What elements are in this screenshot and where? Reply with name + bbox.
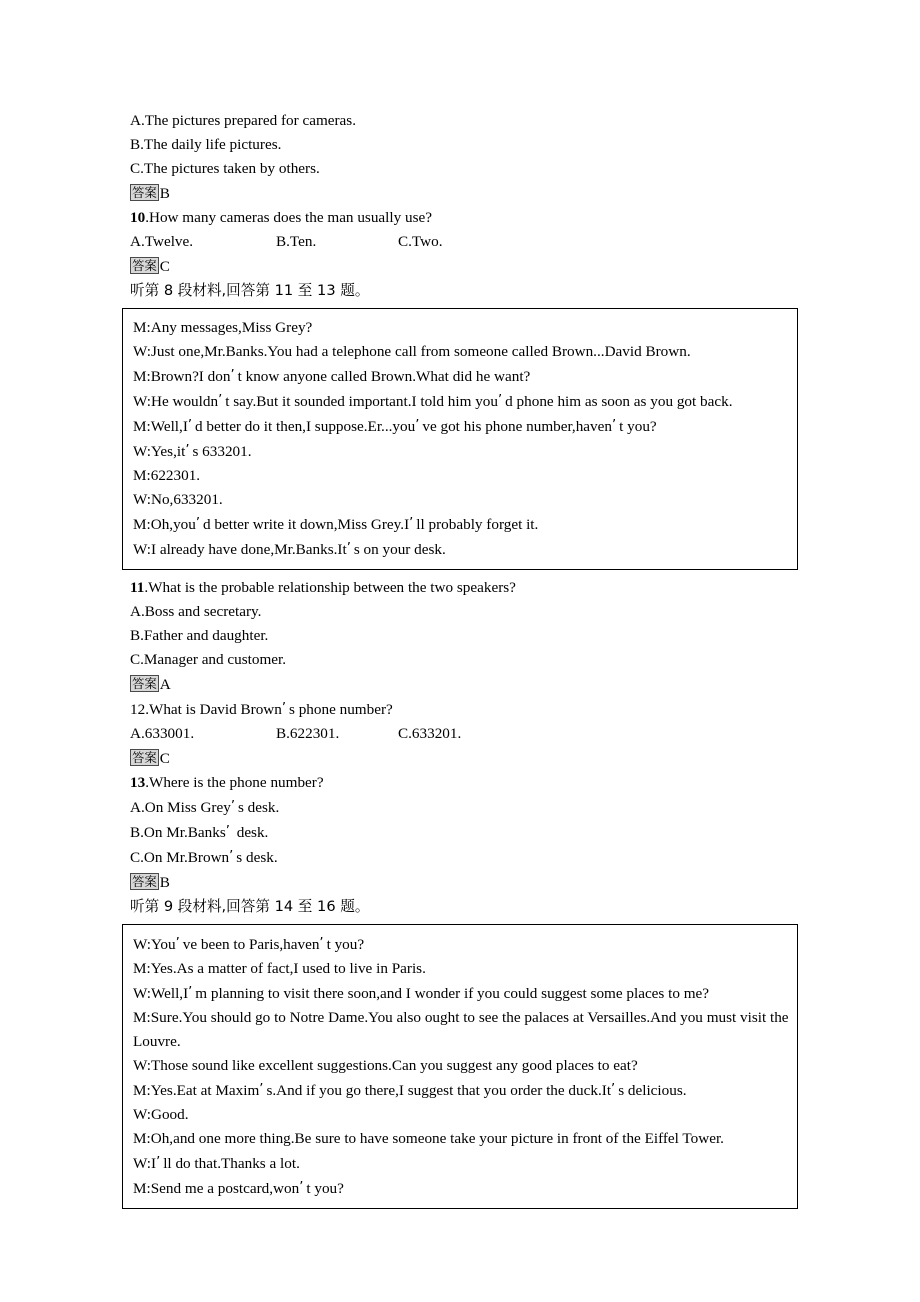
q11-answer-letter: A (159, 676, 171, 693)
q12-option-a: A.633001. (130, 725, 195, 742)
q11-option-c: C.Manager and customer. (130, 651, 287, 668)
q13-option-b: B.On Mr.Banks’ desk. (130, 824, 269, 841)
dialog-line: M:Yes.Eat at Maxim’ s.And if you go there,I suggest that you order the duck.It’ s delicious. (133, 1082, 687, 1099)
q9-option-b: B.The daily life pictures. (130, 136, 282, 153)
q12-option-c: C.633201. (398, 725, 462, 742)
q13-number: 13 (130, 774, 146, 791)
q13-answer-row (130, 871, 798, 895)
dialog-box-8 (122, 308, 798, 570)
apostrophe-glyph: ’ (195, 516, 201, 531)
apostrophe-glyph: ’ (498, 393, 503, 408)
apostrophe-glyph: ’ (230, 368, 235, 383)
q13-answer-letter: B (159, 874, 170, 891)
answer-badge: 答案 (132, 750, 157, 765)
q10-stem-row (130, 206, 798, 230)
dialog-line: W:Good. (133, 1106, 189, 1123)
q11-option-a: A.Boss and secretary. (130, 603, 262, 620)
apostrophe-glyph: ’ (188, 985, 193, 1000)
q10-answer-row (130, 255, 798, 279)
q13-stem: .Where is the phone number? (145, 774, 324, 791)
dialog-line: W:No,633201. (133, 491, 223, 508)
dialog-line: W:I already have done,Mr.Banks.It’ s on your desk. (133, 541, 446, 558)
dialog-line: M:Oh,you’ d better write it down,Miss Grey.I’ ll probably forget it. (133, 516, 539, 533)
q11-stem-row (130, 576, 798, 600)
q12-answer-row (130, 747, 798, 771)
directive-material-8: 听第 8 段材料,回答第 11 至 13 题。 (130, 282, 370, 299)
q10-answer-letter: C (159, 258, 170, 275)
dialog-line: M:Yes.As a matter of fact,I used to live in Paris. (133, 960, 426, 977)
q9-option-a: A.The pictures prepared for cameras. (130, 112, 357, 129)
apostrophe-glyph: ’ (611, 418, 617, 433)
apostrophe-glyph: ’ (415, 418, 420, 433)
q9-option-c: C.The pictures taken by others. (130, 160, 320, 177)
apostrophe-glyph: ’ (229, 849, 234, 864)
dialog-line: M:Sure.You should go to Notre Dame.You also ought to see the palaces at Versailles.And you must visit the Louvre. (133, 1009, 789, 1050)
apostrophe-glyph: ’ (225, 824, 230, 839)
apostrophe-glyph: ’ (319, 936, 324, 951)
apostrophe-glyph: ’ (299, 1180, 304, 1195)
apostrophe-glyph: ’ (218, 393, 223, 408)
q12-answer-letter: C (159, 750, 170, 767)
q11-stem: .What is the probable relationship between the two speakers? (144, 579, 516, 596)
q12-options (130, 722, 798, 746)
q11-answer-row (130, 673, 798, 697)
q13-option-c: C.On Mr.Brown’ s desk. (130, 849, 278, 866)
q13-stem-row (130, 771, 798, 795)
answer-badge: 答案 (132, 676, 157, 691)
q9-answer-letter: B (159, 185, 170, 202)
q10-number: 10 (130, 209, 146, 226)
apostrophe-glyph: ’ (185, 443, 190, 458)
apostrophe-glyph: ’ (156, 1155, 161, 1170)
q9-answer-row (130, 182, 798, 206)
dialog-line: M:Any messages,Miss Grey? (133, 319, 313, 336)
dialog-line: M:Brown?I don’ t know anyone called Brown.What did he want? (133, 368, 531, 385)
dialog-line: M:Well,I’ d better do it then,I suppose.Er...you’ ve got his phone number,haven’ t you? (133, 418, 657, 435)
q11-option-b: B.Father and daughter. (130, 627, 269, 644)
apostrophe-glyph: ’ (187, 418, 193, 433)
dialog-line: W:Just one,Mr.Banks.You had a telephone call from someone called Brown...David Brown. (133, 343, 691, 360)
dialog-line: M:Send me a postcard,won’ t you? (133, 1180, 344, 1197)
dialog-line: W:I’ ll do that.Thanks a lot. (133, 1155, 300, 1172)
q13-option-a: A.On Miss Grey’ s desk. (130, 799, 280, 816)
q10-option-b: B.Ten. (276, 233, 317, 250)
q12-option-b: B.622301. (276, 725, 340, 742)
apostrophe-glyph: ’ (346, 541, 351, 556)
dialog-line: W:Yes,it’ s 633201. (133, 443, 252, 460)
apostrophe-glyph: ’ (281, 701, 286, 716)
q12-stem-row: 12.What is David Brown’ s phone number? (130, 701, 393, 718)
dialog-line: W:He wouldn’ t say.But it sounded important.I told him you’ d phone him as soon as you got back. (133, 393, 733, 410)
answer-badge: 答案 (132, 874, 157, 889)
dialog-line: W:You’ ve been to Paris,haven’ t you? (133, 936, 365, 953)
apostrophe-glyph: ’ (259, 1082, 264, 1097)
q10-option-a: A.Twelve. (130, 233, 194, 250)
apostrophe-glyph: ’ (409, 516, 414, 531)
apostrophe-glyph: ’ (175, 936, 180, 951)
answer-badge: 答案 (132, 185, 157, 200)
q10-stem: .How many cameras does the man usually use? (145, 209, 432, 226)
dialog-line: M:622301. (133, 467, 201, 484)
apostrophe-glyph: ’ (230, 799, 235, 814)
apostrophe-glyph: ’ (611, 1082, 616, 1097)
dialog-line: W:Those sound like excellent suggestions.Can you suggest any good places to eat? (133, 1057, 638, 1074)
dialog-box-9 (122, 924, 798, 1209)
dialog-line: W:Well,I’ m planning to visit there soon,and I wonder if you could suggest some places to me? (133, 985, 710, 1002)
answer-badge: 答案 (132, 258, 157, 273)
q11-number: 11 (130, 579, 145, 596)
directive-material-9: 听第 9 段材料,回答第 14 至 16 题。 (130, 898, 370, 915)
q10-option-c: C.Two. (398, 233, 443, 250)
dialog-line: M:Oh,and one more thing.Be sure to have someone take your picture in front of the Eiffel Tower. (133, 1130, 724, 1147)
q10-options (130, 230, 798, 254)
